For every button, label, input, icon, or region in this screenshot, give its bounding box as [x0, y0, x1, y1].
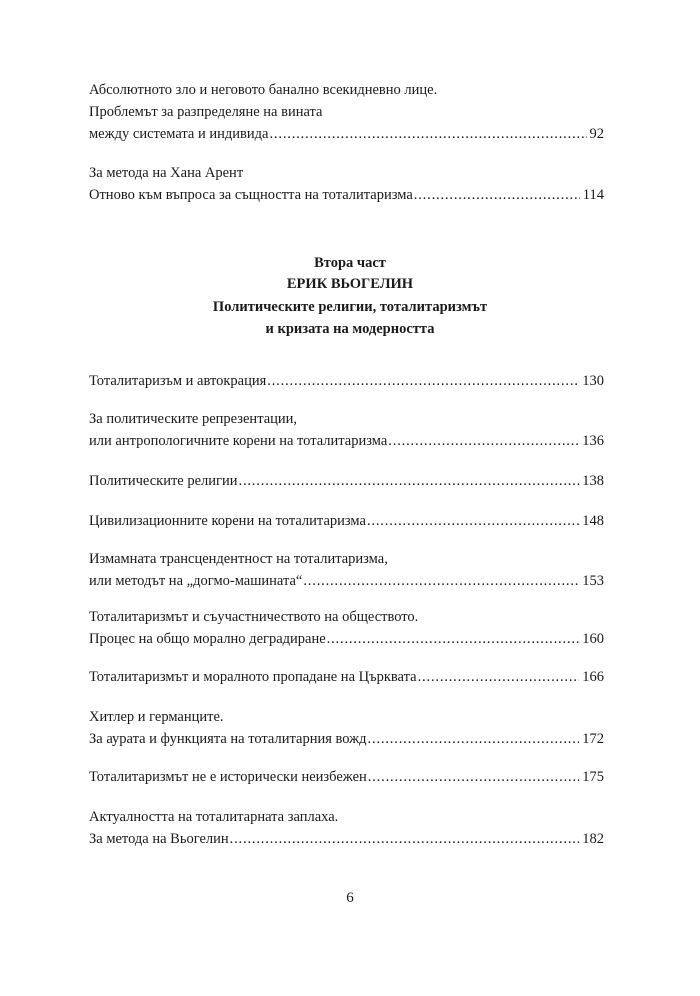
toc-entry-final-line	[89, 666, 604, 688]
toc-entry-title-part: Актуалността на тоталитарната заплаха.	[89, 809, 339, 825]
toc-page-number: 175	[582, 769, 604, 785]
toc-page-number: 182	[582, 831, 604, 847]
toc-entry-title: Тоталитаризмът не е исторически неизбежен	[89, 769, 367, 785]
toc-page-number: 160	[582, 631, 604, 647]
toc-dot-leader	[238, 470, 580, 492]
toc-entry-final-line	[89, 184, 604, 206]
toc-entry[interactable]	[89, 470, 604, 492]
toc-entry-final-line	[89, 123, 604, 145]
toc-entry-final-line	[89, 766, 604, 788]
toc-entry-title-part: Тоталитаризмът и съучастничеството на обществото.	[89, 609, 419, 625]
toc-entry-title: Политическите религии	[89, 473, 238, 489]
toc-entry-line	[89, 408, 604, 430]
toc-entry[interactable]	[89, 408, 604, 452]
toc-entry-line	[89, 806, 604, 828]
toc-entry-line	[89, 606, 604, 628]
toc-entry[interactable]	[89, 806, 604, 850]
toc-entry-final-line	[89, 370, 604, 392]
toc-dot-leader	[413, 184, 580, 206]
toc-entry-final-line	[89, 510, 604, 532]
toc-dot-leader	[367, 728, 580, 750]
toc-entry[interactable]	[89, 548, 604, 592]
toc-entry-final-line	[89, 570, 604, 592]
part-label: Втора част	[314, 255, 386, 271]
toc-entry-final-line	[89, 728, 604, 750]
toc-entry[interactable]	[89, 162, 604, 206]
toc-entry-title-part: За политическите репрезентации,	[89, 411, 298, 427]
toc-page-number: 148	[582, 513, 604, 529]
toc-entry-final-line	[89, 628, 604, 650]
toc-entry-title-part: За метода на Хана Арент	[89, 165, 244, 181]
toc-entry-line	[89, 101, 604, 123]
toc-dot-leader	[387, 430, 579, 452]
toc-dot-leader	[366, 510, 579, 532]
toc-entry[interactable]	[89, 606, 604, 650]
toc-entry-line	[89, 162, 604, 184]
toc-entry-title: Тоталитаризмът и моралното пропадане на Църквата	[89, 669, 417, 685]
toc-entry-title: За аурата и функцията на тоталитарния вожд	[89, 731, 367, 747]
toc-entry-final-line	[89, 470, 604, 492]
toc-dot-leader	[326, 628, 580, 650]
toc-entry[interactable]	[89, 766, 604, 788]
toc-dot-leader	[367, 766, 579, 788]
toc-entry-title-part: Хитлер и германците.	[89, 709, 224, 725]
toc-entry[interactable]	[89, 370, 604, 392]
toc-entry-title-part: Абсолютното зло и неговото банално всекидневно лице.	[89, 82, 438, 98]
toc-entry-final-line	[89, 430, 604, 452]
toc-entry[interactable]	[89, 706, 604, 750]
toc-page-number: 138	[582, 473, 604, 489]
toc-dot-leader	[268, 123, 586, 145]
toc-entry-title-part: Проблемът за разпределяне на вината	[89, 104, 323, 120]
toc-page-number: 130	[582, 373, 604, 389]
toc-entry-title: Цивилизационните корени на тоталитаризма	[89, 513, 366, 529]
toc-entry-final-line	[89, 828, 604, 850]
toc-dot-leader	[229, 828, 580, 850]
toc-page-number: 172	[582, 731, 604, 747]
part-subtitle-line-2: и кризата на модерността	[265, 321, 435, 337]
toc-entry[interactable]	[89, 510, 604, 532]
part-subtitle-line-1: Политическите религии, тоталитаризмът	[212, 299, 488, 315]
part-author: ЕРИК ВЬОГЕЛИН	[286, 276, 414, 292]
page-number: 6	[346, 890, 354, 906]
toc-page-number: 153	[582, 573, 604, 589]
toc-entry[interactable]	[89, 666, 604, 688]
toc-dot-leader	[302, 570, 579, 592]
toc-entry-line	[89, 706, 604, 728]
toc-entry-title-part: Измамната трансцендентност на тоталитаризма,	[89, 551, 388, 567]
toc-dot-leader	[417, 666, 580, 688]
toc-entry-line	[89, 548, 604, 570]
toc-entry-title: или антропологичните корени на тоталитаризма	[89, 433, 388, 449]
toc-entry[interactable]	[89, 79, 604, 145]
toc-entry-title: Процес на общо морално деградиране	[89, 631, 326, 647]
toc-page-number: 166	[582, 669, 604, 685]
toc-entry-title: Тоталитаризъм и автокрация	[89, 373, 267, 389]
toc-entry-title: или методът на „догмо-машината“	[89, 573, 303, 589]
toc-page-number: 114	[582, 187, 604, 203]
toc-entry-title: Отново към въпроса за същността на тоталитаризма	[89, 187, 413, 203]
toc-entry-line	[89, 79, 604, 101]
toc-page-number: 136	[582, 433, 604, 449]
toc-dot-leader	[266, 370, 579, 392]
toc-page-number: 92	[589, 126, 604, 142]
toc-entry-title: между системата и индивида	[89, 126, 269, 142]
toc-entry-title: За метода на Вьогелин	[89, 831, 229, 847]
